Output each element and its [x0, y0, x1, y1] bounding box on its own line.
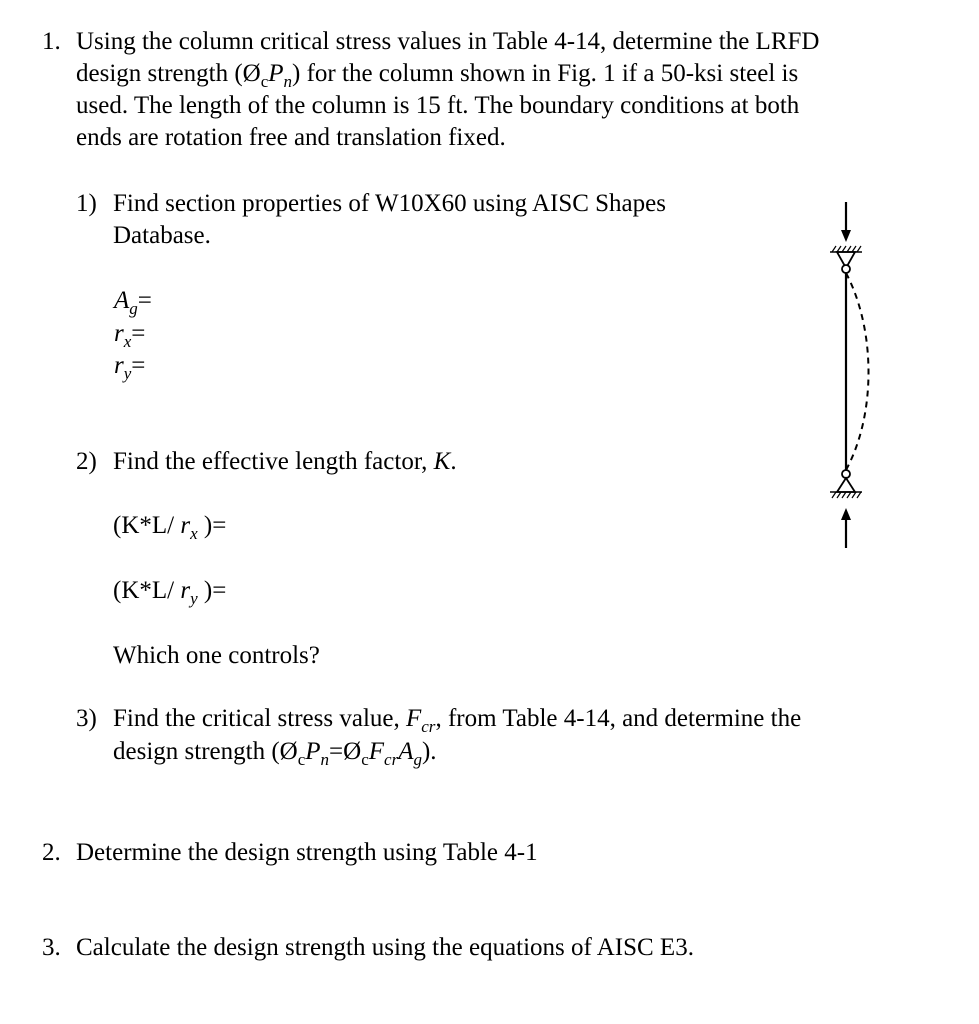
- sub-n: n: [320, 750, 330, 769]
- text-fragment: )=: [197, 577, 227, 604]
- bottom-reaction-arrow-icon: [841, 508, 851, 548]
- equals: =: [131, 320, 146, 347]
- design-strength-equation: $Ø_cP_n=Ø_cF_{cr}A_g$: [279, 738, 422, 769]
- property-rx: [114, 318, 145, 350]
- pinned-column-buckling-diagram: [810, 190, 890, 550]
- property-Ag: [114, 285, 152, 317]
- symbol-r: r: [114, 352, 124, 379]
- sub-y: y: [190, 589, 198, 608]
- problem-1-line-1: Using the column critical stress values in Table 4-14, determine the LRFD: [76, 28, 820, 55]
- step-3-line-1: [113, 703, 801, 735]
- sub-c: c: [361, 750, 369, 769]
- phi-symbol: Ø: [242, 60, 261, 87]
- symbol-P: P: [268, 60, 284, 87]
- text-fragment: design strength (: [113, 738, 280, 765]
- text-fragment: Find the critical stress value,: [113, 705, 406, 732]
- step-3-number: 3): [76, 705, 97, 732]
- problem-1-line-2: [76, 58, 798, 90]
- text-fragment: design strength (: [76, 60, 243, 87]
- symbol-r: r: [180, 512, 191, 539]
- slenderness-ratio-x: [113, 510, 226, 542]
- buckled-shape-curve: [846, 273, 869, 470]
- step-1-line-1: Find section properties of W10X60 using AISC Shapes: [113, 190, 666, 217]
- step-1-line-2: Database.: [113, 222, 211, 249]
- text-fragment: Find the effective length factor,: [113, 448, 434, 475]
- problem-2-number: 2.: [42, 839, 61, 866]
- sub-g: g: [413, 750, 422, 769]
- symbol-F: F: [405, 705, 422, 732]
- property-ry: [114, 350, 145, 382]
- phi-symbol: Ø: [279, 738, 298, 765]
- sub-cr: cr: [384, 750, 399, 769]
- text-fragment: ) for the column shown in Fig. 1 if a 50-ksi steel is: [292, 60, 799, 87]
- symbol-A: A: [398, 738, 414, 765]
- problem-1-line-4: ends are rotation free and translation fixed.: [76, 124, 506, 151]
- sub-cr: cr: [421, 717, 436, 736]
- equals: =: [131, 352, 146, 379]
- problem-1-line-3: used. The length of the column is 15 ft. The boundary conditions at both: [76, 92, 800, 119]
- sub-c: c: [297, 750, 306, 769]
- step-3-line-2: [113, 736, 437, 768]
- top-load-arrow-icon: [841, 202, 851, 242]
- symbol-r: r: [114, 320, 124, 347]
- slenderness-ratio-y: [113, 575, 226, 607]
- sub-x: x: [190, 524, 198, 543]
- text-fragment: )=: [197, 512, 227, 539]
- symbol-A: A: [114, 287, 130, 314]
- phi-symbol: Ø: [343, 738, 362, 765]
- text-fragment: (K*L/: [113, 577, 181, 604]
- sub-g: g: [129, 299, 138, 318]
- step-2-number: 2): [76, 448, 97, 475]
- problem-3-number: 3.: [42, 934, 61, 961]
- top-pin-support-icon: [837, 252, 855, 273]
- text-fragment: , from Table 4-14, and determine the: [435, 705, 802, 732]
- problem-1-number: 1.: [42, 28, 61, 55]
- symbol-P: P: [305, 738, 321, 765]
- text-fragment: .: [450, 448, 457, 475]
- text-fragment: ).: [421, 738, 437, 765]
- symbol-r: r: [180, 577, 191, 604]
- sub-y: y: [123, 364, 132, 383]
- bottom-support-hatch-icon: [830, 492, 862, 498]
- sub-c: c: [260, 72, 269, 91]
- sub-n: n: [283, 72, 293, 91]
- step-1-number: 1): [76, 190, 97, 217]
- controls-question: Which one controls?: [113, 642, 320, 669]
- bottom-pin-support-icon: [837, 470, 855, 492]
- strength-symbol: [242, 60, 293, 91]
- problem-3-text: Calculate the design strength using the equations of AISC E3.: [76, 934, 694, 961]
- equals: =: [137, 287, 152, 314]
- text-fragment: (K*L/: [113, 512, 181, 539]
- symbol-K: K: [433, 448, 451, 475]
- step-2-line-1: [113, 446, 457, 478]
- symbol-F: F: [368, 738, 385, 765]
- problem-2-text: Determine the design strength using Table 4-1: [76, 839, 538, 866]
- sub-x: x: [123, 332, 132, 351]
